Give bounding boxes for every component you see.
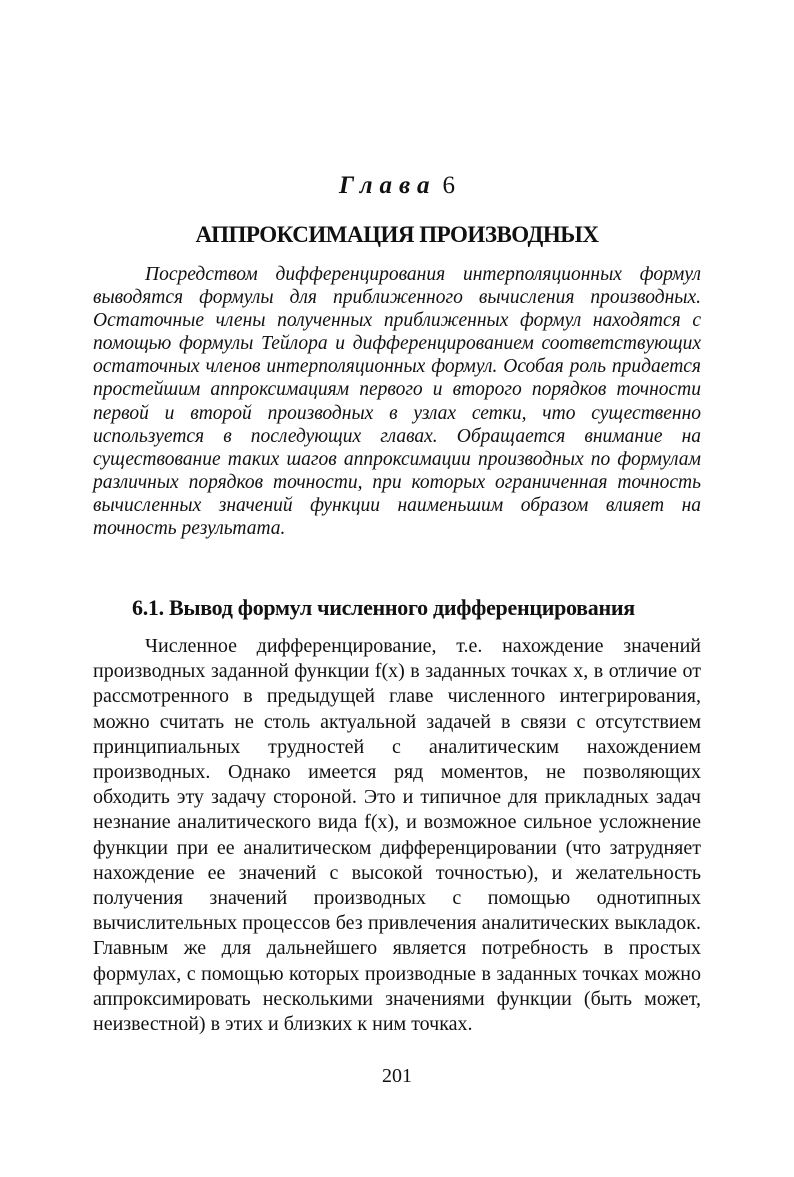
- chapter-number: 6: [442, 172, 456, 199]
- chapter-abstract: Посредством дифференцирования интерполяционных формул выводятся формулы для приближенного вычисления производных. Остаточные члены полученных приближенных формул находятся с помощью формулы Тейлора и дифференцированием соответствующих остаточных членов интерполяционных формул. Особая роль придается простейшим аппроксимациям первого и второго порядков точности первой и второй производных в узлах сетки, что существенно используется в последующих главах. Обращается внимание на существование таких шагов аппроксимации производных по формулам различных порядков точности, при которых ограниченная точность вычисленных значений функции наименьшим образом влияет на точность результата.: [93, 264, 701, 540]
- page-number: 201: [382, 1065, 412, 1087]
- chapter-label: Глава: [338, 172, 437, 199]
- section-heading: 6.1. Вывод формул численного дифференцирования: [132, 595, 635, 620]
- chapter-heading: АППРОКСИМАЦИЯ ПРОИЗВОДНЫХ: [195, 222, 599, 247]
- section-paragraph: Численное дифференцирование, т.е. нахождение значений производных заданной функции f(x) в заданных точках x, в отличие от рассмотренного в предыдущей главе численного интегрирования, можно считать не столь актуальной задачей в связи с отсутствием принципиальных трудностей с аналитическим нахождением производных. Однако имеется ряд моментов, не позволяющих обходить эту задачу стороной. Это и типичное для прикладных задач незнание аналитического вида f(x), и возможное сильное усложнение функции при ее аналитическом дифференцировании (что затрудняет нахождение ее значений с высокой точностью), и желательность получения значений производных с помощью однотипных вычислительных процессов без привлечения аналитических выкладок. Главным же для дальнейшего является потребность в простых формулах, с помощью которых производные в заданных точках можно аппроксимировать несколькими значениями функции (быть может, неизвестной) в этих и близких к ним точках.: [93, 635, 701, 1036]
- chapter-title: [0, 168, 794, 204]
